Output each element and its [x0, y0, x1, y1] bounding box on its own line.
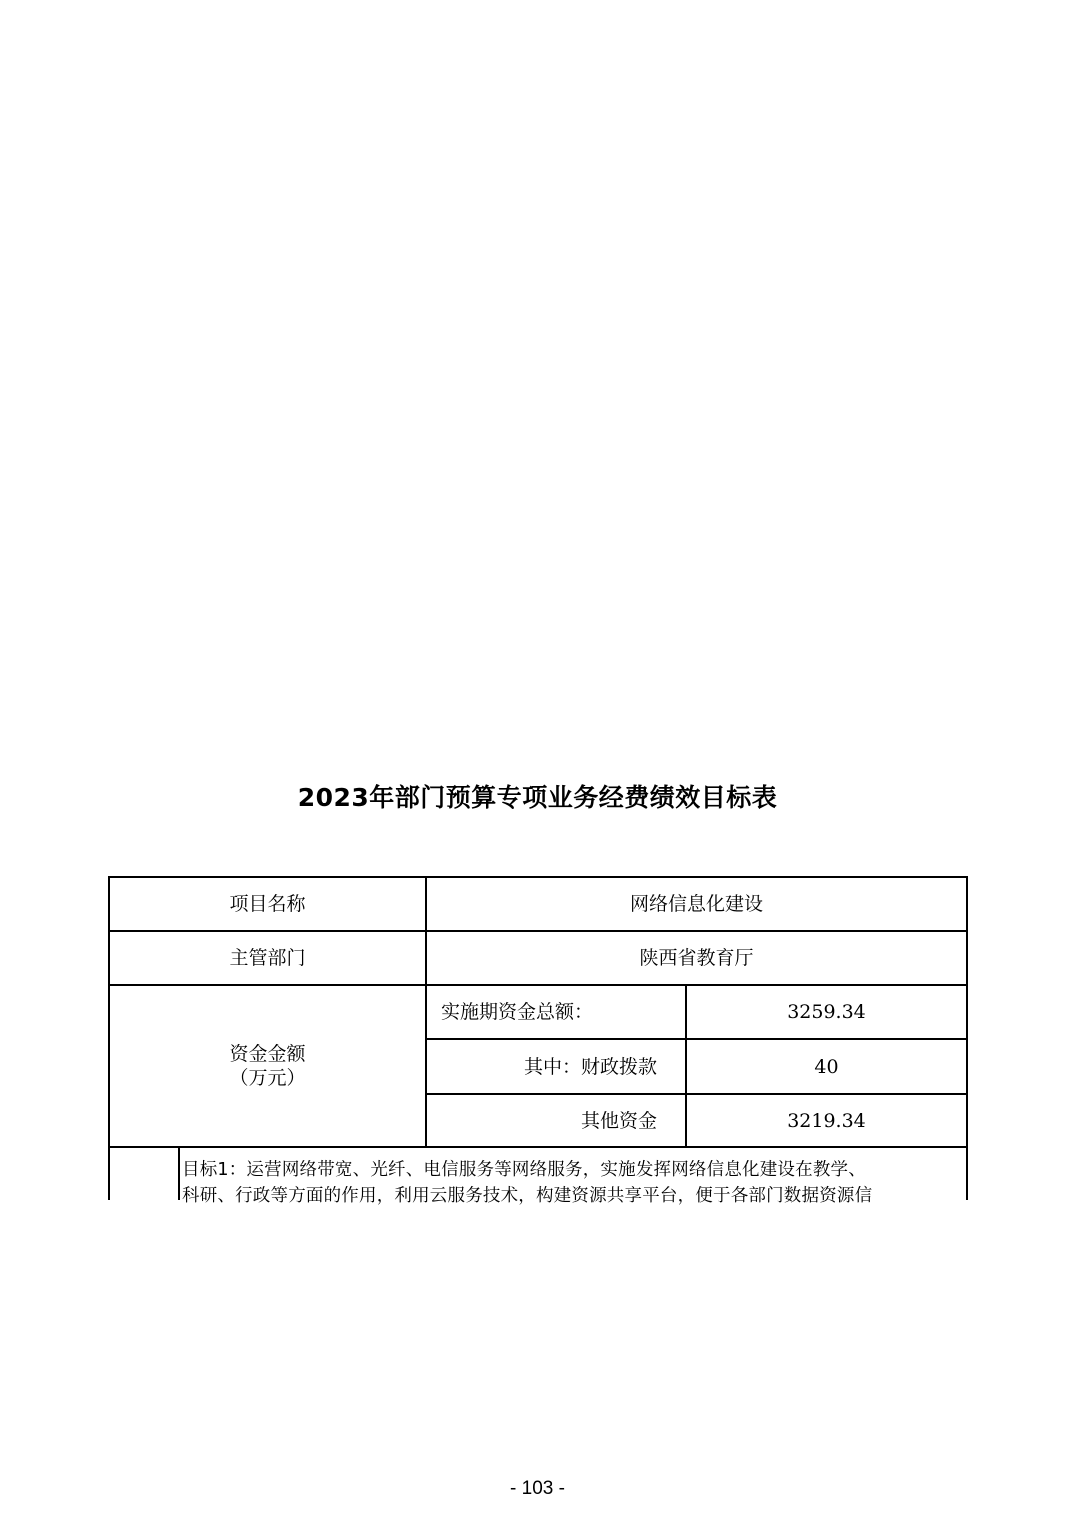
- fiscal-funds-value: 40: [814, 1055, 839, 1078]
- table-rule: [108, 1146, 968, 1148]
- department-label: 主管部门: [229, 947, 306, 969]
- goal-line-1: 目标1：运营网络带宽、光纤、电信服务等网络服务，实施发挥网络信息化建设在教学、: [182, 1160, 866, 1180]
- funds-label-line1: 资金金额: [229, 1043, 306, 1065]
- other-funds-label: 其他资金: [580, 1109, 657, 1132]
- goal-line-2: 科研、行政等方面的作用，利用云服务技术，构建资源共享平台，便于各部门数据资源信: [182, 1186, 873, 1206]
- total-funds-label: 实施期资金总额：: [441, 1001, 594, 1023]
- table-rule-right: [966, 876, 968, 1200]
- goal-text: [182, 1157, 966, 1209]
- page-title: 2023年部门预算专项业务经费绩效目标表: [297, 783, 778, 812]
- fiscal-funds-label: 其中：财政拨款: [523, 1055, 657, 1078]
- other-funds-value: 3219.34: [787, 1109, 866, 1132]
- funds-label-line2: （万元）: [229, 1067, 306, 1089]
- department-value: 陕西省教育厅: [639, 947, 754, 969]
- page-number: - 103 -: [510, 1478, 565, 1499]
- project-name-label: 项目名称: [229, 893, 306, 915]
- project-name-value: 网络信息化建设: [629, 893, 763, 915]
- performance-target-table: [108, 876, 968, 1206]
- total-funds-value: 3259.34: [787, 1001, 866, 1023]
- table-rule: [178, 1146, 180, 1200]
- funds-label: [110, 986, 425, 1146]
